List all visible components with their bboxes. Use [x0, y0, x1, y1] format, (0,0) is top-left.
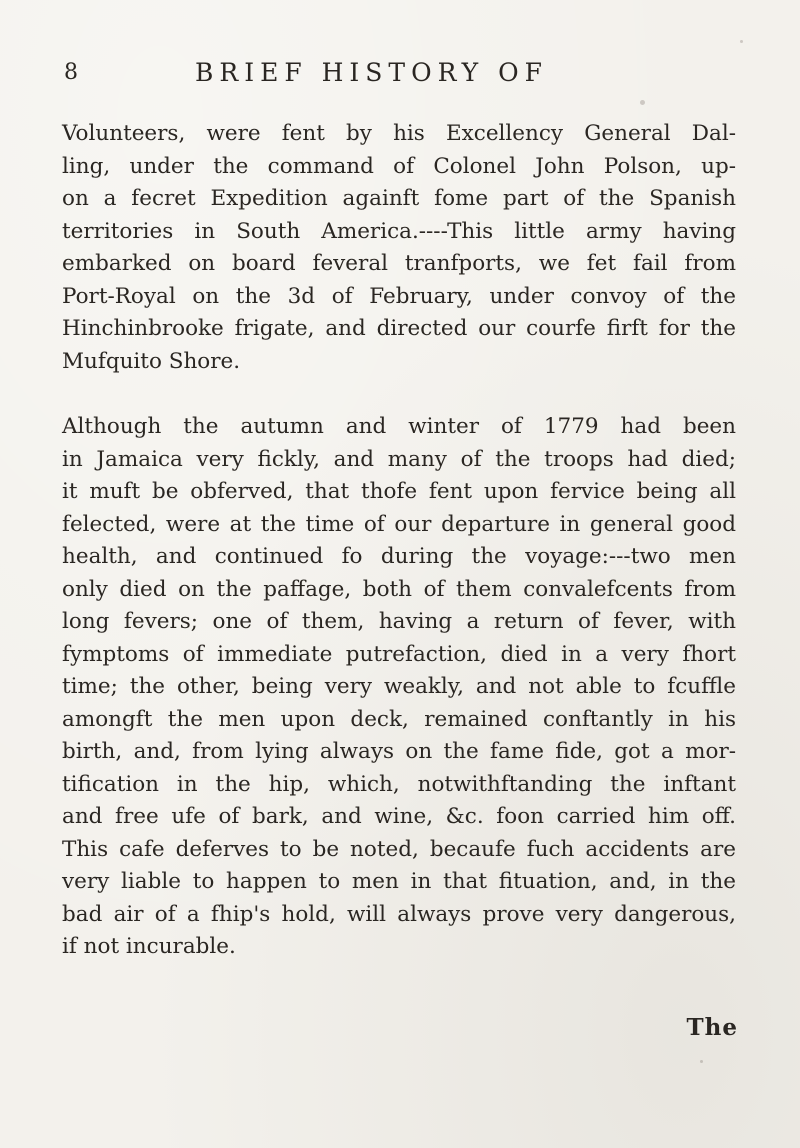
- text-line: health, and continued fo during the voyage:---two men: [62, 544, 736, 569]
- ink-speck: [740, 40, 743, 43]
- text-line: bad air of a fhip's hold, will always prove very dangerous,: [62, 901, 736, 927]
- text-line: long fevers; one of them, having a return of fever, with: [62, 609, 736, 634]
- paragraph-1: [62, 118, 736, 378]
- text-line: only died on the paffage, both of them convalefcents from: [62, 576, 736, 602]
- text-line: ling, under the command of Colonel John Polson, up-: [62, 153, 736, 179]
- text-line: tification in the hip, which, notwithftanding the inftant: [62, 771, 736, 797]
- text-line: very liable to happen to men in that fituation, and, in the: [62, 869, 736, 894]
- text-line: Hinchinbrooke frigate, and directed our courfe firft for the: [62, 316, 736, 341]
- text-line: felected, were at the time of our departure in general good: [62, 511, 736, 537]
- text-line: Mufquito Shore.: [62, 348, 241, 374]
- paragraph-gap: [62, 378, 736, 411]
- text-line: Volunteers, were fent by his Excellency General Dal-: [62, 121, 736, 146]
- text-line: time; the other, being very weakly, and not able to fcuffle: [62, 674, 736, 699]
- paragraph-2: [62, 411, 736, 964]
- text-line: territories in South America.----This little army having: [62, 218, 736, 244]
- text-line: in Jamaica very fickly, and many of the troops had died;: [62, 446, 736, 472]
- ink-speck: [640, 100, 645, 105]
- catchword: The: [686, 1014, 738, 1041]
- text-line: Port-Royal on the 3d of February, under convoy of the: [62, 283, 736, 309]
- running-head: BRIEF HISTORY OF: [195, 58, 548, 87]
- text-line: fymptoms of immediate putrefaction, died in a very fhort: [62, 641, 736, 667]
- text-line: amongft the men upon deck, remained conftantly in his: [62, 706, 736, 732]
- text-line: on a fecret Expedition againft fome part of the Spanish: [62, 186, 736, 211]
- text-line: birth, and, from lying always on the fame fide, got a mor-: [62, 739, 736, 764]
- text-line: it muft be obferved, that thofe fent upon fervice being all: [62, 479, 736, 504]
- text-line: and free ufe of bark, and wine, &c. foon carried him off.: [62, 804, 736, 829]
- text-line: Although the autumn and winter of 1779 had been: [62, 414, 736, 439]
- text-line: embarked on board feveral tranfports, we fet fail from: [62, 251, 736, 276]
- body-text: [62, 118, 736, 964]
- text-line: This cafe deferves to be noted, becaufe fuch accidents are: [62, 836, 736, 862]
- page-number: 8: [64, 60, 79, 85]
- text-line: if not incurable.: [62, 934, 236, 959]
- ink-speck: [700, 1060, 703, 1063]
